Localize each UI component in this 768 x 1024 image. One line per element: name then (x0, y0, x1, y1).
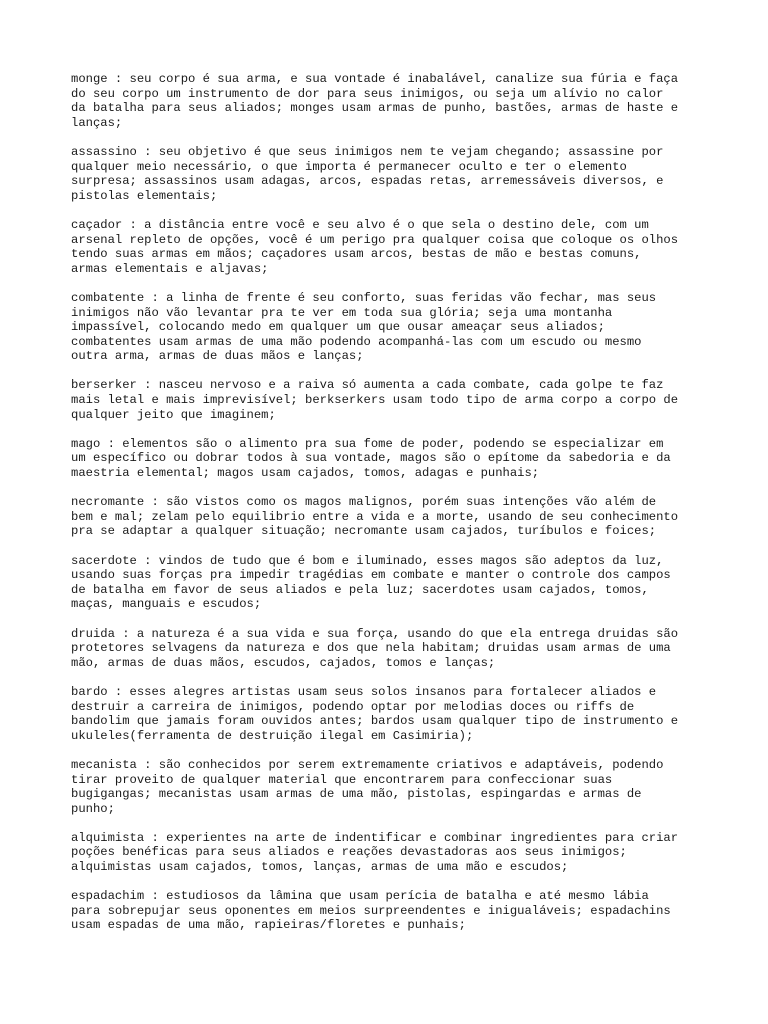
class-entry-assassino: assassino : seu objetivo é que seus inimigos nem te vejam chegando; assassine por qualquer meio necessário, o que importa é permanecer oculto e ter o elemento surpresa; assassinos usam adagas, arcos, espadas retas, arremessáveis diversos, e pistolas elementais; (71, 144, 664, 203)
class-entry-necromante: necromante : são vistos como os magos malignos, porém suas intenções vão além de bem e mal; zelam pelo equilibrio entre a vida e a morte, usando de seu conhecimento pra se adaptar a qualquer situação; necromante usam cajados, turíbulos e foices; (71, 495, 679, 539)
class-entry-mecanista: mecanista : são conhecidos por serem extremamente criativos e adaptáveis, podendo tirar proveito de qualquer material que encontrarem para confeccionar suas bugigangas; mecanistas usam armas de uma mão, pistolas, espingardas e armas de punho; (71, 757, 664, 816)
class-entry-druida: druida : a natureza é a sua vida e sua força, usando do que ela entrega druidas são protetores selvagens da natureza e dos que nela habitam; druidas usam armas de uma mão, armas de duas mãos, escudos, cajados, tomos e lanças; (71, 626, 679, 670)
class-entry-bardo: bardo : esses alegres artistas usam seus solos insanos para fortalecer aliados e destruir a carreira de inimigos, podendo optar por melodias doces ou riffs de bandolim que jamais foram ouvidos antes; bardos usam qualquer tipo de instrumento e ukuleles(ferramenta de destruição ilegal em Casimiria); (71, 684, 679, 743)
class-entry-cacador: caçador : a distância entre você e seu alvo é o que sela o destino dele, com um arsenal repleto de opções, você é um perigo pra qualquer coisa que coloque os olhos tendo suas armas em mãos; caçadores usam arcos, bestas de mão e bestas comuns, armas elementais e aljavas; (71, 217, 679, 276)
class-entry-sacerdote: sacerdote : vindos de tudo que é bom e iluminado, esses magos são adeptos da luz, usando suas forças pra impedir tragédias em combate e manter o controle dos campos de batalha em favor de seus aliados e pela luz; sacerdotes usam cajados, tomos, maças, manguais e escudos; (71, 553, 671, 612)
class-entry-berserker: berserker : nasceu nervoso e a raiva só aumenta a cada combate, cada golpe te faz mais letal e mais imprevisível; berkserkers usam todo tipo de arma corpo a corpo de qualquer jeito que imaginem; (71, 378, 679, 422)
class-entry-combatente: combatente : a linha de frente é seu conforto, suas feridas vão fechar, mas seus inimigos não vão levantar pra te ver em toda sua glória; seja uma montanha impassível, colocando medo em qualquer um que ousar ameaçar seus aliados; combatentes usam armas de uma mão podendo acompanhá-las com um escudo ou mesmo outra arma, armas de duas mãos e lanças; (71, 290, 657, 364)
class-entry-monge: monge : seu corpo é sua arma, e sua vontade é inabalável, canalize sua fúria e faça do seu corpo um instrumento de dor para seus inimigos, ou seja um alívio no calor da batalha para seus aliados; monges usam armas de punho, bastões, armas de haste e lanças; (71, 72, 679, 130)
class-entry-espadachim: espadachim : estudiosos da lâmina que usam perícia de batalha e até mesmo lábia para sobrepujar seus oponentes em meios surpreendentes e inigualáveis; espadachins usam espadas de uma mão, rapieiras/floretes e punhais; (71, 889, 671, 933)
document-body (71, 72, 711, 948)
class-entry-alquimista: alquimista : experientes na arte de indentificar e combinar ingredientes para criar poções benéficas para seus aliados e reações devastadoras aos seus inimigos; alquimistas usam cajados, tomos, lanças, armas de uma mão e escudos; (71, 830, 679, 875)
class-entry-mago: mago : elementos são o alimento pra sua fome de poder, podendo se especializar em um específico ou dobrar todos à sua vontade, magos são o epítome da sabedoria e da maestria elemental; magos usam cajados, tomos, adagas e punhais; (71, 436, 671, 481)
